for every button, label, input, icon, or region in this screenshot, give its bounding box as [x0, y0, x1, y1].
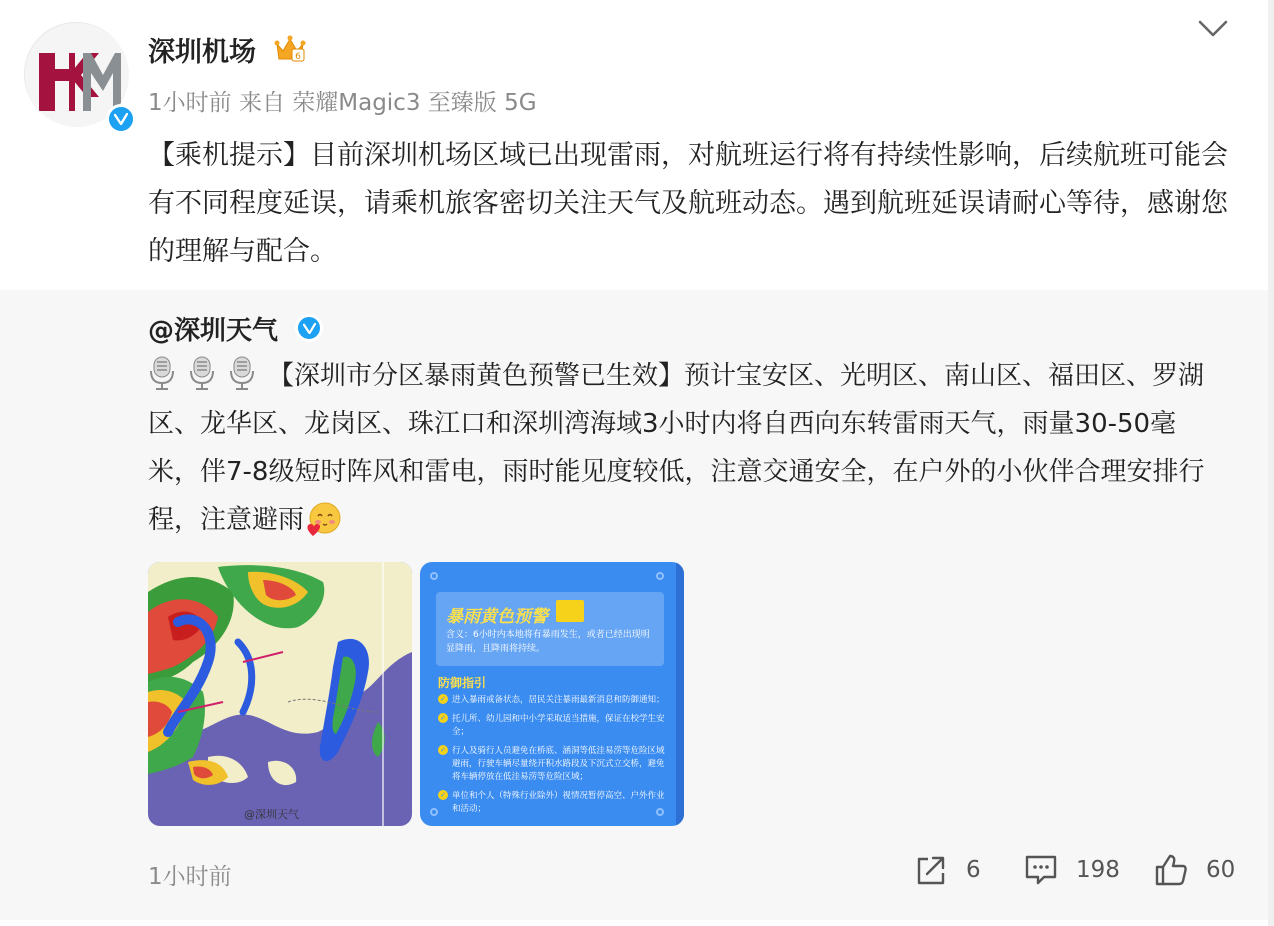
warning-card-image[interactable]	[420, 562, 684, 826]
like-count: 60	[1206, 857, 1236, 883]
warning-description: 含义：6小时内本地将有暴雨发生，或者已经出现明显降雨，且降雨将持续。	[446, 630, 650, 654]
guide-item: ✓ 单位和个人（特殊行业除外）视情况暂停高空、户外作业和活动；	[438, 790, 670, 816]
repost-username[interactable]: @深圳天气	[148, 316, 279, 346]
crown-icon[interactable]	[274, 34, 306, 64]
repost-body: 【深圳市分区暴雨黄色预警已生效】预计宝安区、光明区、南山区、福田区、罗湖区、龙华区、龙岗区、珠江口和深圳湾海域3小时内将自西向东转雷雨天气，雨量30-50毫米，伴7-8级短时阵风和雷电，雨时能见度较低，注意交通安全，在户外的小伙伴合理安排行程，注意避雨	[148, 361, 1205, 535]
verified-icon	[295, 314, 323, 342]
guide-list	[438, 694, 670, 822]
card-side-bar	[676, 562, 684, 826]
comment-count: 198	[1076, 857, 1120, 883]
microphone-icon	[228, 356, 256, 390]
comment-icon	[1024, 853, 1058, 887]
right-edge-bar	[1268, 0, 1274, 926]
decor-dot	[430, 808, 438, 816]
post-meta: 1小时前 来自 荣耀Magic3 至臻版 5G	[148, 90, 537, 116]
footer-timestamp: 1小时前	[148, 864, 232, 890]
guide-item: ✓ 托儿所、幼儿园和中小学采取适当措施，保证在校学生安全；	[438, 713, 670, 739]
blush-face-icon	[304, 500, 342, 538]
repost-block[interactable]	[0, 290, 1268, 920]
radar-map-image[interactable]	[148, 562, 412, 826]
svg-text:6: 6	[295, 52, 301, 62]
comment-button[interactable]	[1024, 850, 1120, 890]
warning-title: 暴雨黄色预警	[446, 607, 548, 627]
like-button[interactable]	[1154, 850, 1235, 890]
share-count: 6	[966, 857, 981, 883]
map-watermark: @深圳天气	[244, 808, 299, 821]
guide-title: 防御指引	[438, 676, 487, 690]
username[interactable]: 深圳机场	[148, 37, 256, 68]
avatar[interactable]	[24, 22, 128, 126]
guide-item: ✓ 行人及骑行人员避免在桥底、涵洞等低洼易涝等危险区域避雨，行驶车辆尽量绕开积水路段及下沉式立交桥，避免将车辆停放在低洼易涝等危险区域；	[438, 745, 670, 784]
guide-item: ✓ 进入暴雨戒备状态，居民关注暴雨最新消息和防御通知；	[438, 694, 670, 707]
chevron-down-icon[interactable]	[1196, 16, 1230, 40]
decor-dot	[656, 572, 664, 580]
microphone-icon	[148, 356, 176, 390]
repost-text	[148, 352, 1228, 544]
share-icon	[914, 853, 948, 887]
decor-dot	[430, 572, 438, 580]
microphone-icon	[188, 356, 216, 390]
like-icon	[1154, 853, 1188, 887]
share-button[interactable]	[914, 850, 981, 890]
rain-warning-badge-icon	[556, 600, 584, 622]
verified-icon	[106, 104, 136, 134]
radar-map-graphic	[148, 562, 412, 826]
post-text: 【乘机提示】目前深圳机场区域已出现雷雨，对航班运行将有持续性影响，后续航班可能会有不同程度延误，请乘机旅客密切关注天气及航班动态。遇到航班延误请耐心等待，感谢您的理解与配合。	[148, 140, 1228, 267]
